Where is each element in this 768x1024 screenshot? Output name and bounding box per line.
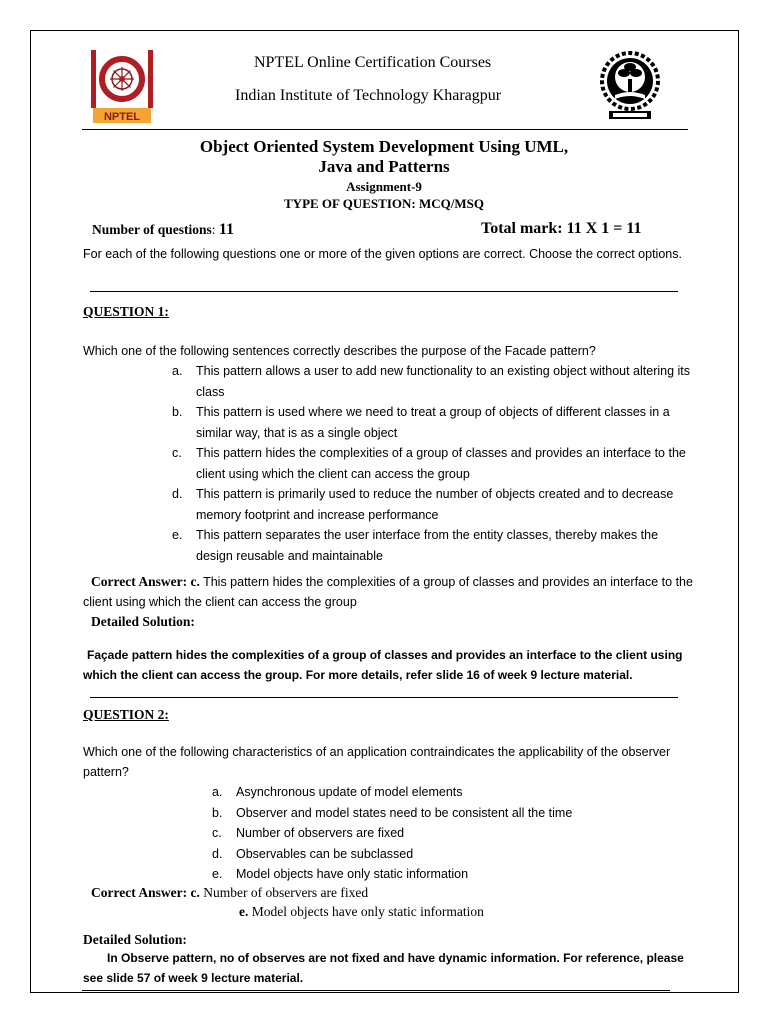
q1-option-d: d. This pattern is primarily used to reduce the number of objects created and to decrease memory footprint and increase performance bbox=[172, 487, 674, 522]
question-2-solution: In Observe pattern, no of observes are not fixed and have dynamic information. For reference, please see slide 57 of week 9 lecture material. bbox=[83, 951, 684, 985]
num-questions-value: 11 bbox=[218, 221, 235, 238]
q1-answer-label: Correct Answer: c. bbox=[91, 574, 200, 589]
q2-answer-text-1: Number of observers are fixed bbox=[199, 885, 369, 900]
q1-option-a: a. This pattern allows a user to add new functionality to an existing object without altering its class bbox=[172, 364, 691, 399]
divider-3 bbox=[82, 990, 670, 991]
institute-line: Indian Institute of Technology Kharagpur bbox=[235, 87, 502, 104]
q1-option-b: b. This pattern is used where we need to treat a group of objects of different classes in a similar way, that is as a single object bbox=[172, 405, 670, 440]
q2-option-d: d. Observables can be subclassed bbox=[212, 846, 414, 861]
course-title-line2: Java and Patterns bbox=[318, 157, 450, 176]
q2-option-b: b. Observer and model states need to be consistent all the time bbox=[212, 805, 573, 820]
num-questions-label: Number of questions bbox=[92, 222, 212, 237]
question-1-solution-label: Detailed Solution: bbox=[91, 614, 195, 629]
header-divider bbox=[82, 129, 688, 130]
iit-kharagpur-logo bbox=[597, 45, 663, 123]
q1-option-c: c. This pattern hides the complexities of a group of classes and provides an interface to the client using which the client can access the group bbox=[172, 446, 686, 481]
question-2-answer-second bbox=[239, 904, 484, 920]
question-1-text: Which one of the following sentences correctly describes the purpose of the Facade pattern? bbox=[83, 344, 596, 358]
q2-option-e: e. Model objects have only static information bbox=[212, 867, 469, 881]
question-1-heading: QUESTION 1: bbox=[83, 304, 169, 319]
total-mark: Total mark: 11 X 1 = 11 bbox=[481, 220, 642, 237]
instructions: For each of the following questions one or more of the given options are correct. Choose the correct options. bbox=[83, 247, 682, 261]
q2-answer-label-2: e. bbox=[239, 904, 249, 919]
question-2-answer bbox=[91, 885, 368, 901]
num-questions: Number of questions: 11 bbox=[92, 221, 235, 238]
question-type: TYPE OF QUESTION: MCQ/MSQ bbox=[284, 196, 484, 211]
q2-answer-label: Correct Answer: c. bbox=[91, 885, 200, 900]
question-1-solution: Façade pattern hides the complexities of a group of classes and provides an interface to the client using which the client can access the group. For more details, refer slide 16 of week 9 lecture material. bbox=[83, 648, 683, 682]
divider-2 bbox=[90, 697, 678, 698]
svg-text:NPTEL: NPTEL bbox=[103, 111, 141, 123]
question-2-heading: QUESTION 2: bbox=[83, 707, 169, 722]
q2-option-c: c. Number of observers are fixed bbox=[212, 826, 405, 840]
question-1-options bbox=[172, 361, 692, 566]
question-2-solution-label: Detailed Solution: bbox=[83, 932, 187, 947]
question-2-options bbox=[212, 782, 662, 885]
divider-1 bbox=[90, 291, 678, 292]
question-2-text: Which one of the following characteristics of an application contraindicates the applicability of the observer pattern? bbox=[83, 745, 671, 779]
q2-answer-text-2: Model objects have only static information bbox=[248, 904, 484, 919]
course-title-line1: Object Oriented System Development Using UML, bbox=[199, 137, 569, 156]
org-line: NPTEL Online Certification Courses bbox=[254, 54, 492, 71]
nptel-logo-icon bbox=[91, 50, 153, 123]
q2-option-a: a. Asynchronous update of model elements bbox=[212, 785, 463, 799]
question-1-answer bbox=[83, 572, 698, 612]
nptel-logo bbox=[91, 50, 153, 123]
q1-option-e: e. This pattern separates the user interface from the entity classes, thereby makes the design reusable and maintainable bbox=[172, 528, 659, 563]
q1-answer-text: This pattern hides the complexities of a group of classes and provides an interface to the client using which the client can access the group bbox=[83, 575, 693, 609]
iit-kharagpur-seal-icon bbox=[597, 45, 663, 123]
assignment-label: Assignment-9 bbox=[346, 179, 422, 194]
